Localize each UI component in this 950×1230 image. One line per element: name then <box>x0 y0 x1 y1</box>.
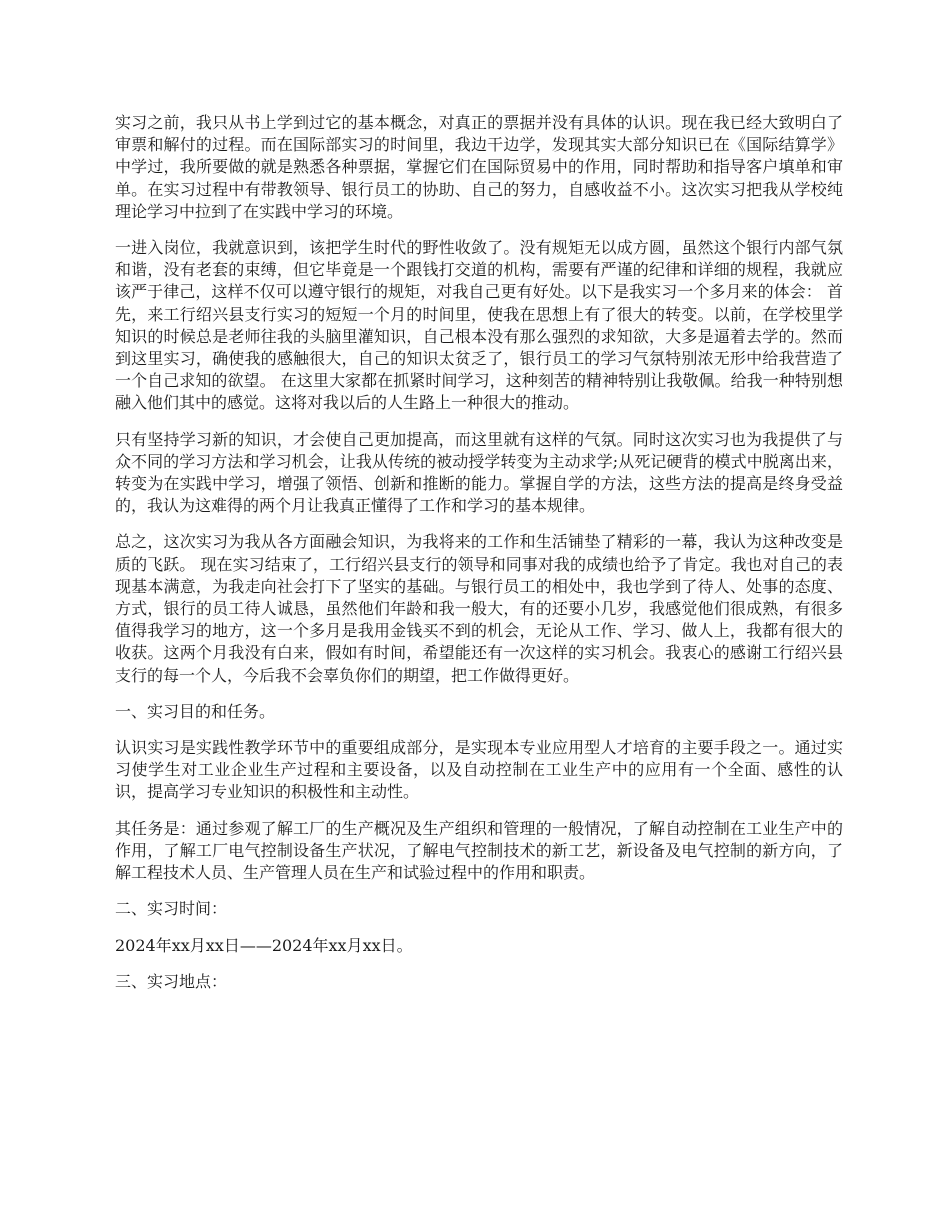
body-paragraph: 只有坚持学习新的知识，才会使自己更加提高，而这里就有这样的气氛。同时这次实习也为我提供了与众不同的学习方法和学习机会，让我从传统的被动授学转变为主动求学;从死记硬背的模式中脱离出来，转变为在实践中学习，增强了领悟、创新和推断的能力。掌握自学的方法，这些方法的提高是终身受益的，我认为这难得的两个月让我真正懂得了工作和学习的基本规律。 <box>115 429 843 516</box>
section-heading: 一、实习目的和任务。 <box>115 701 276 721</box>
section-heading: 三、实习地点： <box>115 971 228 991</box>
body-paragraph: 认识实习是实践性教学环节中的重要组成部分，是实现本专业应用型人才培育的主要手段之一。通过实习使学生对工业企业生产过程和主要设备，以及自动控制在工业生产中的应用有一个全面、感性的认识，提高学习专业知识的积极性和主动性。 <box>115 738 843 802</box>
section-heading: 二、实习时间： <box>115 899 228 919</box>
body-paragraph: 一进入岗位，我就意识到，该把学生时代的野性收敛了。没有规矩无以成方圆，虽然这个银行内部气氛和谐，没有老套的束缚，但它毕竟是一个跟钱打交道的机构，需要有严谨的纪律和详细的规程，我就应该严于律己，这样不仅可以遵守银行的规矩，对我自己更有好处。以下是我实习一个多月来的体会： 首先，来工行绍兴县支行实习的短短一个月的时间里，使我在思想上有了很大的转变。以前，在学校里学知识的时候总是老师往我的头脑里灌知识，自己根本没有那么强烈的求知欲，大多是逼着去学的。然而到这里实习，确使我的感触很大，自己的知识太贫乏了，银行员工的学习气氛特别浓无形中给我营造了一个自己求知的欲望。 在这里大家都在抓紧时间学习，这种刻苦的精神特别让我敬佩。给我一种特别想融入他们其中的感觉。这将对我以后的人生路上一种很大的推动。 <box>115 238 843 413</box>
body-paragraph: 总之，这次实习为我从各方面融会知识，为我将来的工作和生活铺垫了精彩的一幕，我认为这种改变是质的飞跃。 现在实习结束了，工行绍兴县支行的领导和同事对我的成绩也给予了肯定。我也对自己的表现基本满意，为我走向社会打下了坚实的基础。与银行员工的相处中，我也学到了待人、处事的态度、方式，银行的员工待人诚恳，虽然他们年龄和我一般大，有的还要小几岁，我感觉他们很成熟，有很多值得我学习的地方，这一个多月是我用金钱买不到的机会，无论从工作、学习、做人上，我都有很大的收获。这两个月我没有白来，假如有时间，希望能还有一次这样的实习机会。我衷心的感谢工行绍兴县支行的每一个人，今后我不会辜负你们的期望，把工作做得更好。 <box>115 532 843 685</box>
document-page <box>115 112 843 1007</box>
body-paragraph: 实习之前，我只从书上学到过它的基本概念，对真正的票据并没有具体的认识。现在我已经大致明白了审票和解付的过程。而在国际部实习的时间里，我边干边学，发现其实大部分知识已在《国际结算学》中学过，我所要做的就是熟悉各种票据，掌握它们在国际贸易中的作用，同时帮助和指导客户填单和审单。在实习过程中有带教领导、银行员工的协助、自己的努力，自感收益不小。这次实习把我从学校纯理论学习中拉到了在实践中学习的环境。 <box>115 113 843 221</box>
date-range: 2024年xx月xx日——2024年xx月xx日。 <box>115 935 413 955</box>
body-paragraph: 其任务是：通过参观了解工厂的生产概况及生产组织和管理的一般情况，了解自动控制在工业生产中的作用，了解工厂电气控制设备生产状况，了解电气控制技术的新工艺，新设备及电气控制的新方向，了解工程技术人员、生产管理人员在生产和试验过程中的作用和职责。 <box>115 818 843 883</box>
